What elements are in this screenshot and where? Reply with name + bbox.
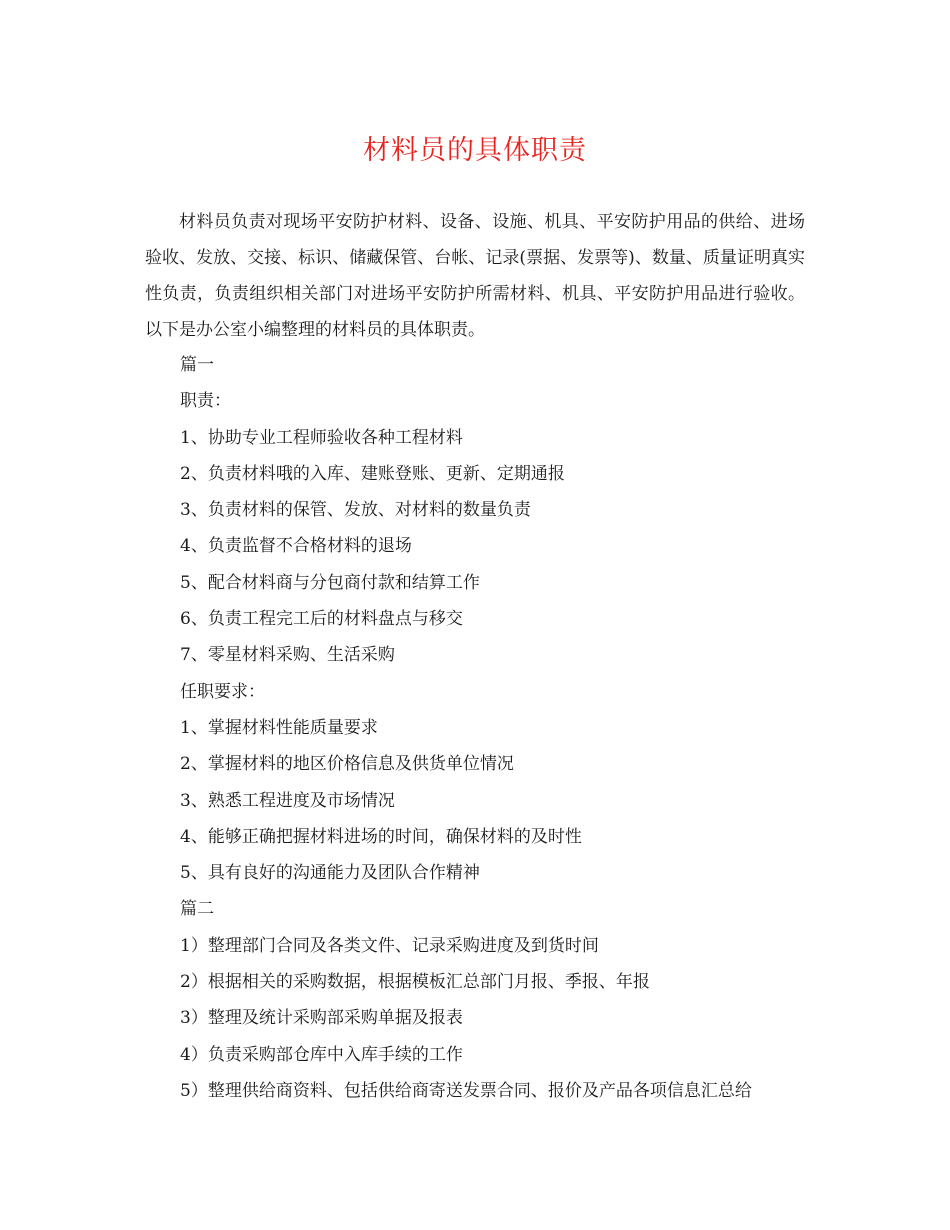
section-heading-part-two: 篇二 (180, 899, 214, 920)
duty-item: 3、负责材料的保管、发放、对材料的数量负责 (180, 500, 531, 521)
duty-item: 6、负责工程完工后的材料盘点与移交 (180, 609, 463, 630)
requirement-item: 1、掌握材料性能质量要求 (180, 717, 378, 738)
requirement-item: 5、具有良好的沟通能力及团队合作精神 (180, 863, 480, 884)
section-heading-part-one: 篇一 (180, 355, 214, 375)
requirement-item: 4、能够正确把握材料进场的时间，确保材料的及时性 (180, 826, 582, 847)
duty-item: 5、配合材料商与分包商付款和结算工作 (180, 572, 480, 593)
requirement-item: 3、熟悉工程进度及市场情况 (180, 790, 395, 811)
task-item: 1）整理部门合同及各类文件、记录采购进度及到货时间 (180, 935, 599, 956)
document-title: 材料员的具体职责 (363, 135, 587, 166)
task-item: 4）负责采购部仓库中入库手续的工作 (180, 1044, 463, 1065)
intro-paragraph: 材料员负责对现场平安防护材料、设备、设施、机具、平安防护用品的供给、进场验收、发放、交接、标识、储藏保管、台帐、记录(票据、发票等)、数量、质量证明真实性负责，负责组织相关部门对进场平安防护所需材料、机具、平安防护用品进行验收。以下是办公室小编整理的材料员的具体职责。 (145, 212, 805, 340)
duty-item: 2、负责材料哦的入库、建账登账、更新、定期通报 (180, 463, 565, 484)
requirement-item: 2、掌握材料的地区价格信息及供货单位情况 (180, 754, 514, 775)
duty-item: 1、协助专业工程师验收各种工程材料 (180, 427, 463, 448)
duty-item: 4、负责监督不合格材料的退场 (180, 536, 412, 557)
content-lines (180, 353, 810, 1115)
duty-item: 7、零星材料采购、生活采购 (180, 645, 395, 666)
task-item: 3）整理及统计采购部采购单据及报表 (180, 1008, 463, 1029)
task-item: 5）整理供给商资料、包括供给商寄送发票合同、报价及产品各项信息汇总给 (180, 1080, 752, 1101)
requirements-heading: 任职要求： (180, 681, 265, 702)
task-item: 2）根据相关的采购数据，根据模板汇总部门月报、季报、年报 (180, 972, 650, 993)
duties-heading: 职责： (180, 391, 231, 412)
